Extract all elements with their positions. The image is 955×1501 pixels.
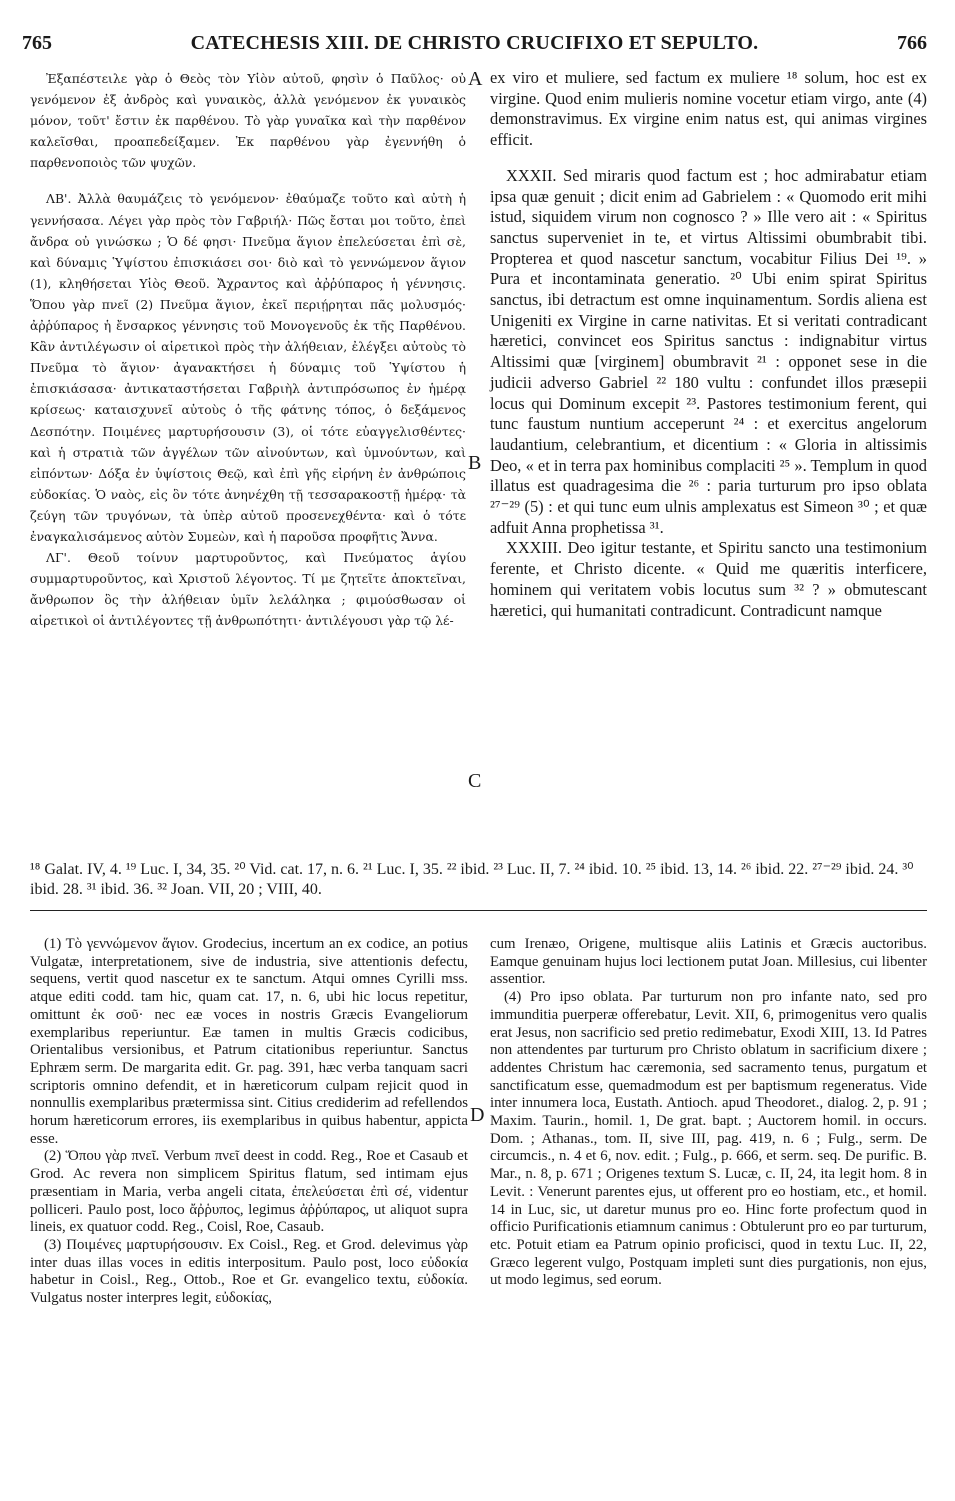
note-3: (3) Ποιμένες μαρτυρήσουσιν. Ex Coisl., Reg. et Grod. delevimus γὰρ inter duas illas voces in editis interpositum. Paulo post, loco εὐδοκία habetur in Coisl., Reg., Ottob., Roe et Gr. evangelico textu, εὐδοκία. Vulgatus noster interpres legit, εὐδοκίας,	[30, 1236, 468, 1307]
latin-column	[490, 68, 927, 621]
note-4: (4) Pro ipso oblata. Par turturum non pro infante nato, sed pro immunditia puerperæ offerebatur, Levit. XII, 6, primogenitus vero qualis erat Jesus, non sacrificio sed pretio redimebatur, Exodi XIII, 13. Id Patres non attendentes par turturum pro Christo oblatum in sacrificium dixere ; addentes Christum hac cæremonia, sed sacramento tenus, purgatum et sanctificatum esse, quemadmodum est per baptismum regeneratus. Vide inter innumera loca, Eustath. Antioch. apud Theodoret., dialog. 2, p. 91 ; Maxim. Taurin., homil. 1, De grat. bapt. ; Auctorem homil. in occurs. Dom. ; Athanas., tom. II, sive III, pag. 419, n. 6 ; Fulg., serm. De circumcis., n. 4 et 6, nov. edit. ; Fulg., p. 666, et serm. seq. De purific. B. Mar., n. 8, p. 671 ; Origenes textum S. Lucæ, c. II, 24, ita legit hom. 8 in Levit. : Venerunt parentes ejus, ut offerent pro eo hostiam, etc., et homil. 14 in Luc, sic, ut daretur munus pro eo. Hinc forte profectum quod in officio Purificationis etiamnum canimus : Obtulerunt pro eo par turturum, etc. Potuit etiam ea Patrum opinio proficisci, quod in textu Luc. II, 22, Græco legerent vulgo, Postquam impleti sunt dies purgationis, non ejus, ut modo legimus, sed eorum.	[490, 989, 927, 1289]
scripture-references: ¹⁸ Galat. IV, 4. ¹⁹ Luc. I, 34, 35. ²⁰ Vid. cat. 17, n. 6. ²¹ Luc. I, 35. ²² ibid. ²³ Luc. II, 7. ²⁴ ibid. 10. ²⁵ ibid. 13, 14. ²⁶ ibid. 22. ²⁷⁻²⁹ ibid. 24. ³⁰ ibid. 28. ³¹ ibid. 36. ³² Joan. VII, 20 ; VIII, 40.	[30, 861, 914, 898]
margin-marker-a: A	[468, 68, 483, 90]
page-number-right: 766	[897, 32, 927, 54]
greek-paragraph-1: Ἐξαπέστειλε γὰρ ὁ Θεὸς τὸν Υἱὸν αὐτοῦ, φησὶν ὁ Παῦλος· οὐ γενόμενον ἐξ ἀνδρὸς καὶ γυναικὸς, ἀλλὰ γενόμενον ἐκ γυναικὸς μόνον, τοῦτ' ἔστιν ἐκ παρθένου. Τὸ γὰρ γυναῖκα καὶ τὴν παρθένον καλεῖσθαι, προαπεδείξαμεν. Ἐκ παρθένου γὰρ ἐγεννήθη ὁ παρθενοποιὸς τῶν ψυχῶν.	[30, 71, 466, 171]
page-number-left: 765	[22, 32, 52, 54]
margin-marker-c: C	[468, 770, 482, 792]
greek-paragraph-3: ΛΓ'. Θεοῦ τοίνυν μαρτυροῦντος, καὶ Πνεύματος ἁγίου συμμαρτυροῦντος, καὶ Χριστοῦ λέγοντος. Τί με ζητεῖτε ἀποκτεῖναι, ἄνθρωπον ὃς τὴν ἀλήθειαν ὑμῖν λελάληκα ; φιμούσθωσαν οἱ αἱρετικοὶ οἱ ἀντιλέγοντες τῇ ἀνθρωπότητι· ἀντιλέγουσι γὰρ τῷ λέ-	[30, 550, 466, 629]
latin-paragraph-3: XXXIII. Deo igitur testante, et Spiritu sancto una testimonium ferente, et Christo dicente. « Quid me quæritis interficere, hominem qui veritatem vobis locutus sum ³² ? » obmutescant hæretici, qui humanitati contradicunt. Contradicunt namque	[490, 538, 927, 620]
margin-marker-d: D	[470, 1104, 485, 1126]
notes-right-column	[490, 936, 927, 1290]
greek-paragraph-2: ΛΒ'. Ἀλλὰ θαυμάζεις τὸ γενόμενον· ἐθαύμαζε τοῦτο καὶ αὐτὴ ἡ γεννήσασα. Λέγει γὰρ πρὸς τὸν Γαβριήλ· Πῶς ἔσται μοι τοῦτο, ἐπεὶ ἄνδρα οὐ γινώσκω ; Ὁ δέ φησι· Πνεῦμα ἅγιον ἐπελεύσεται ἐπὶ σὲ, καὶ δύναμις Ὑψίστου ἐπισκιάσει σοι· διὸ καὶ τὸ γεννώμενον ἅγιον (1), κληθήσεται Υἱὸς Θεοῦ. Ἄχραντος καὶ ἀῤῥύπαρος ἡ γέννησις. Ὅπου γὰρ πνεῖ (2) Πνεῦμα ἅγιον, ἐκεῖ περιῄρηται πᾶς μολυσμός· ἀῤῥύπαρος ἡ ἔνσαρκος γέννησις τοῦ Μονογενοῦς ἐκ τῆς Παρθένου. Κἂν ἀντιλέγωσιν οἱ αἱρετικοὶ πρὸς τὴν ἀλήθειαν, ἐλέγξει αὐτοὺς τὸ Πνεῦμα τὸ ἅγιον· ἀγανακτήσει ἡ δύναμις τοῦ Ὑψίστου ἡ ἐπισκιάσασα· ἀντικαταστήσεται Γαβριὴλ ἀντιπρόσωπος ἐν ἡμέρᾳ κρίσεως· καταισχυνεῖ αὐτοὺς ὁ τῆς φάτνης τόπος, ὁ δεξάμενος Δεσπότην. Ποιμένες μαρτυρήσουσιν (3), οἱ τότε εὐαγγελισθέντες· καὶ ἡ στρατιὰ τῶν ἀγγέλων τῶν αἰνούντων, καὶ ὑμνούντων, καὶ εἰπόντων· Δόξα ἐν ὑψίστοις Θεῷ, καὶ ἐπὶ γῆς εἰρήνη ἐν ἀνθρώποις εὐδοκίας. Ὁ ναὸς, εἰς ὃν τότε ἀνηνέχθη τῇ τεσσαρακοστῇ ἡμέρᾳ· τὰ ζεύγη τῶν τρυγόνων, τὰ ὑπὲρ αὐτοῦ προσενεχθέντα· καὶ ὁ τότε ἐναγκαλισάμενος αὐτὸν Συμεὼν, καὶ ἡ παροῦσα προφῆτις Ἄννα.	[30, 191, 466, 544]
page-header	[22, 30, 927, 60]
running-title: CATECHESIS XIII. DE CHRISTO CRUCIFIXO ET SEPULTO.	[190, 32, 759, 54]
latin-paragraph-2: XXXII. Sed miraris quod factum est ; hoc admirabatur etiam ipsa quæ genuit ; dicit enim ad Gabrielem : « Quomodo erit mihi istud, siquidem virum non cognosco ? » Ille vero ait : « Spiritus sanctus superveniet in te, et virtus Altissimi obumbrabit tibi. Propterea et quod nascetur sanctum, vocabitur Filius Dei ¹⁹. » Pura et incontaminata generatio. ²⁰ Ubi enim spirat Spiritus sanctus, ibi detractum est omne inquinamentum. Sordis aliena est Unigeniti ex Virgine in carne nativitas. Et si veritati contradicant hæretici, convincet eos Spiritus sanctus : indignabitur virtus Altissimi quæ [virginem] obumbravit ²¹ : opponet sese in die judicii adverso Gabriel ²² 180 vultu : confundet illos præsepii locus qui Dominum excepit ²³. Pastores testimonium ferent, qui tunc faustum nuntium acceperunt ²⁴ : et exercitus angelorum laudantium, celebrantium, et dicentium : « Gloria in altissimis Deo, « et in terra pax hominibus complaciti ²⁵ ». Templum in quod illatus est quadragesima die ²⁶ : paria turturum pro ipso oblata ²⁷⁻²⁹ (5) : et qui tunc eum ulnis amplexatus est Simeon ³⁰ ; et quæ adfuit Anna prophetissa ³¹.	[490, 165, 927, 537]
note-continuation: cum Irenæo, Origene, multisque aliis Latinis et Græcis auctoribus. Eamque genuinam hujus loci lectionem putat Joan. Millesius, cui libenter assentior.	[490, 936, 927, 988]
note-2: (2) Ὅπου γὰρ πνεῖ. Verbum πνεῖ deest in codd. Reg., Roe et Casaub et Grod. Ac revera non simplicem Spiritus flatum, sed intimam ejus præsentiam in Maria, verba angeli citata, ἐπελεύσεται ἐπὶ σέ, videntur polliceri. Paulo post, loco ἄῤῥυπος, legimus ἀῤῥύπαρος, ut aliquot supra lineis, ex quatuor codd. Reg., Coisl, Roe, Casaub.	[30, 1148, 468, 1236]
greek-column	[30, 68, 466, 631]
notes-left-column	[30, 936, 468, 1308]
margin-marker-b: B	[468, 452, 482, 474]
note-1: (1) Τὸ γεννώμενον ἅγιον. Grodecius, incertum an ex codice, an potius Vulgatæ, interpretationem, sive de industria, sive attentionis defectu, sequens, vertit quod nascetur ex te sanctum. Atqui omnes Cyrilli mss. atque editi codd. tam hic, quam cat. 17, n. 6, ubi hic locus repetitur, omittunt ἐκ σοῦ· nec eæ voces in nostris Græcis Evangeliorum exemplaribus reperiuntur. Eæ tamen in multis Græcis codicibus, Orientalibus versionibus, et Patrum citationibus reperiuntur. Sanctus Ephræm serm. De margarita edit. Gr. pag. 391, hæc verba tanquam sacri scriptoris omnino defendit, et in hæreticorum culpam rejicit quod in nonnullis exemplaribus prætermissa sint. Citius crediderim ad refellendos horum hæreticorum errores, iis exemplaribus in quibus habentur, appicta esse.	[30, 936, 468, 1147]
footnote-divider	[30, 910, 927, 911]
latin-paragraph-1: ex viro et muliere, sed factum ex muliere ¹⁸ solum, hoc est ex virgine. Quod enim mulieris nomine vocetur etiam virgo, ante (4) demonstravimus. Ex virgine enim natus est, qui animas virgines efficit.	[490, 68, 927, 150]
